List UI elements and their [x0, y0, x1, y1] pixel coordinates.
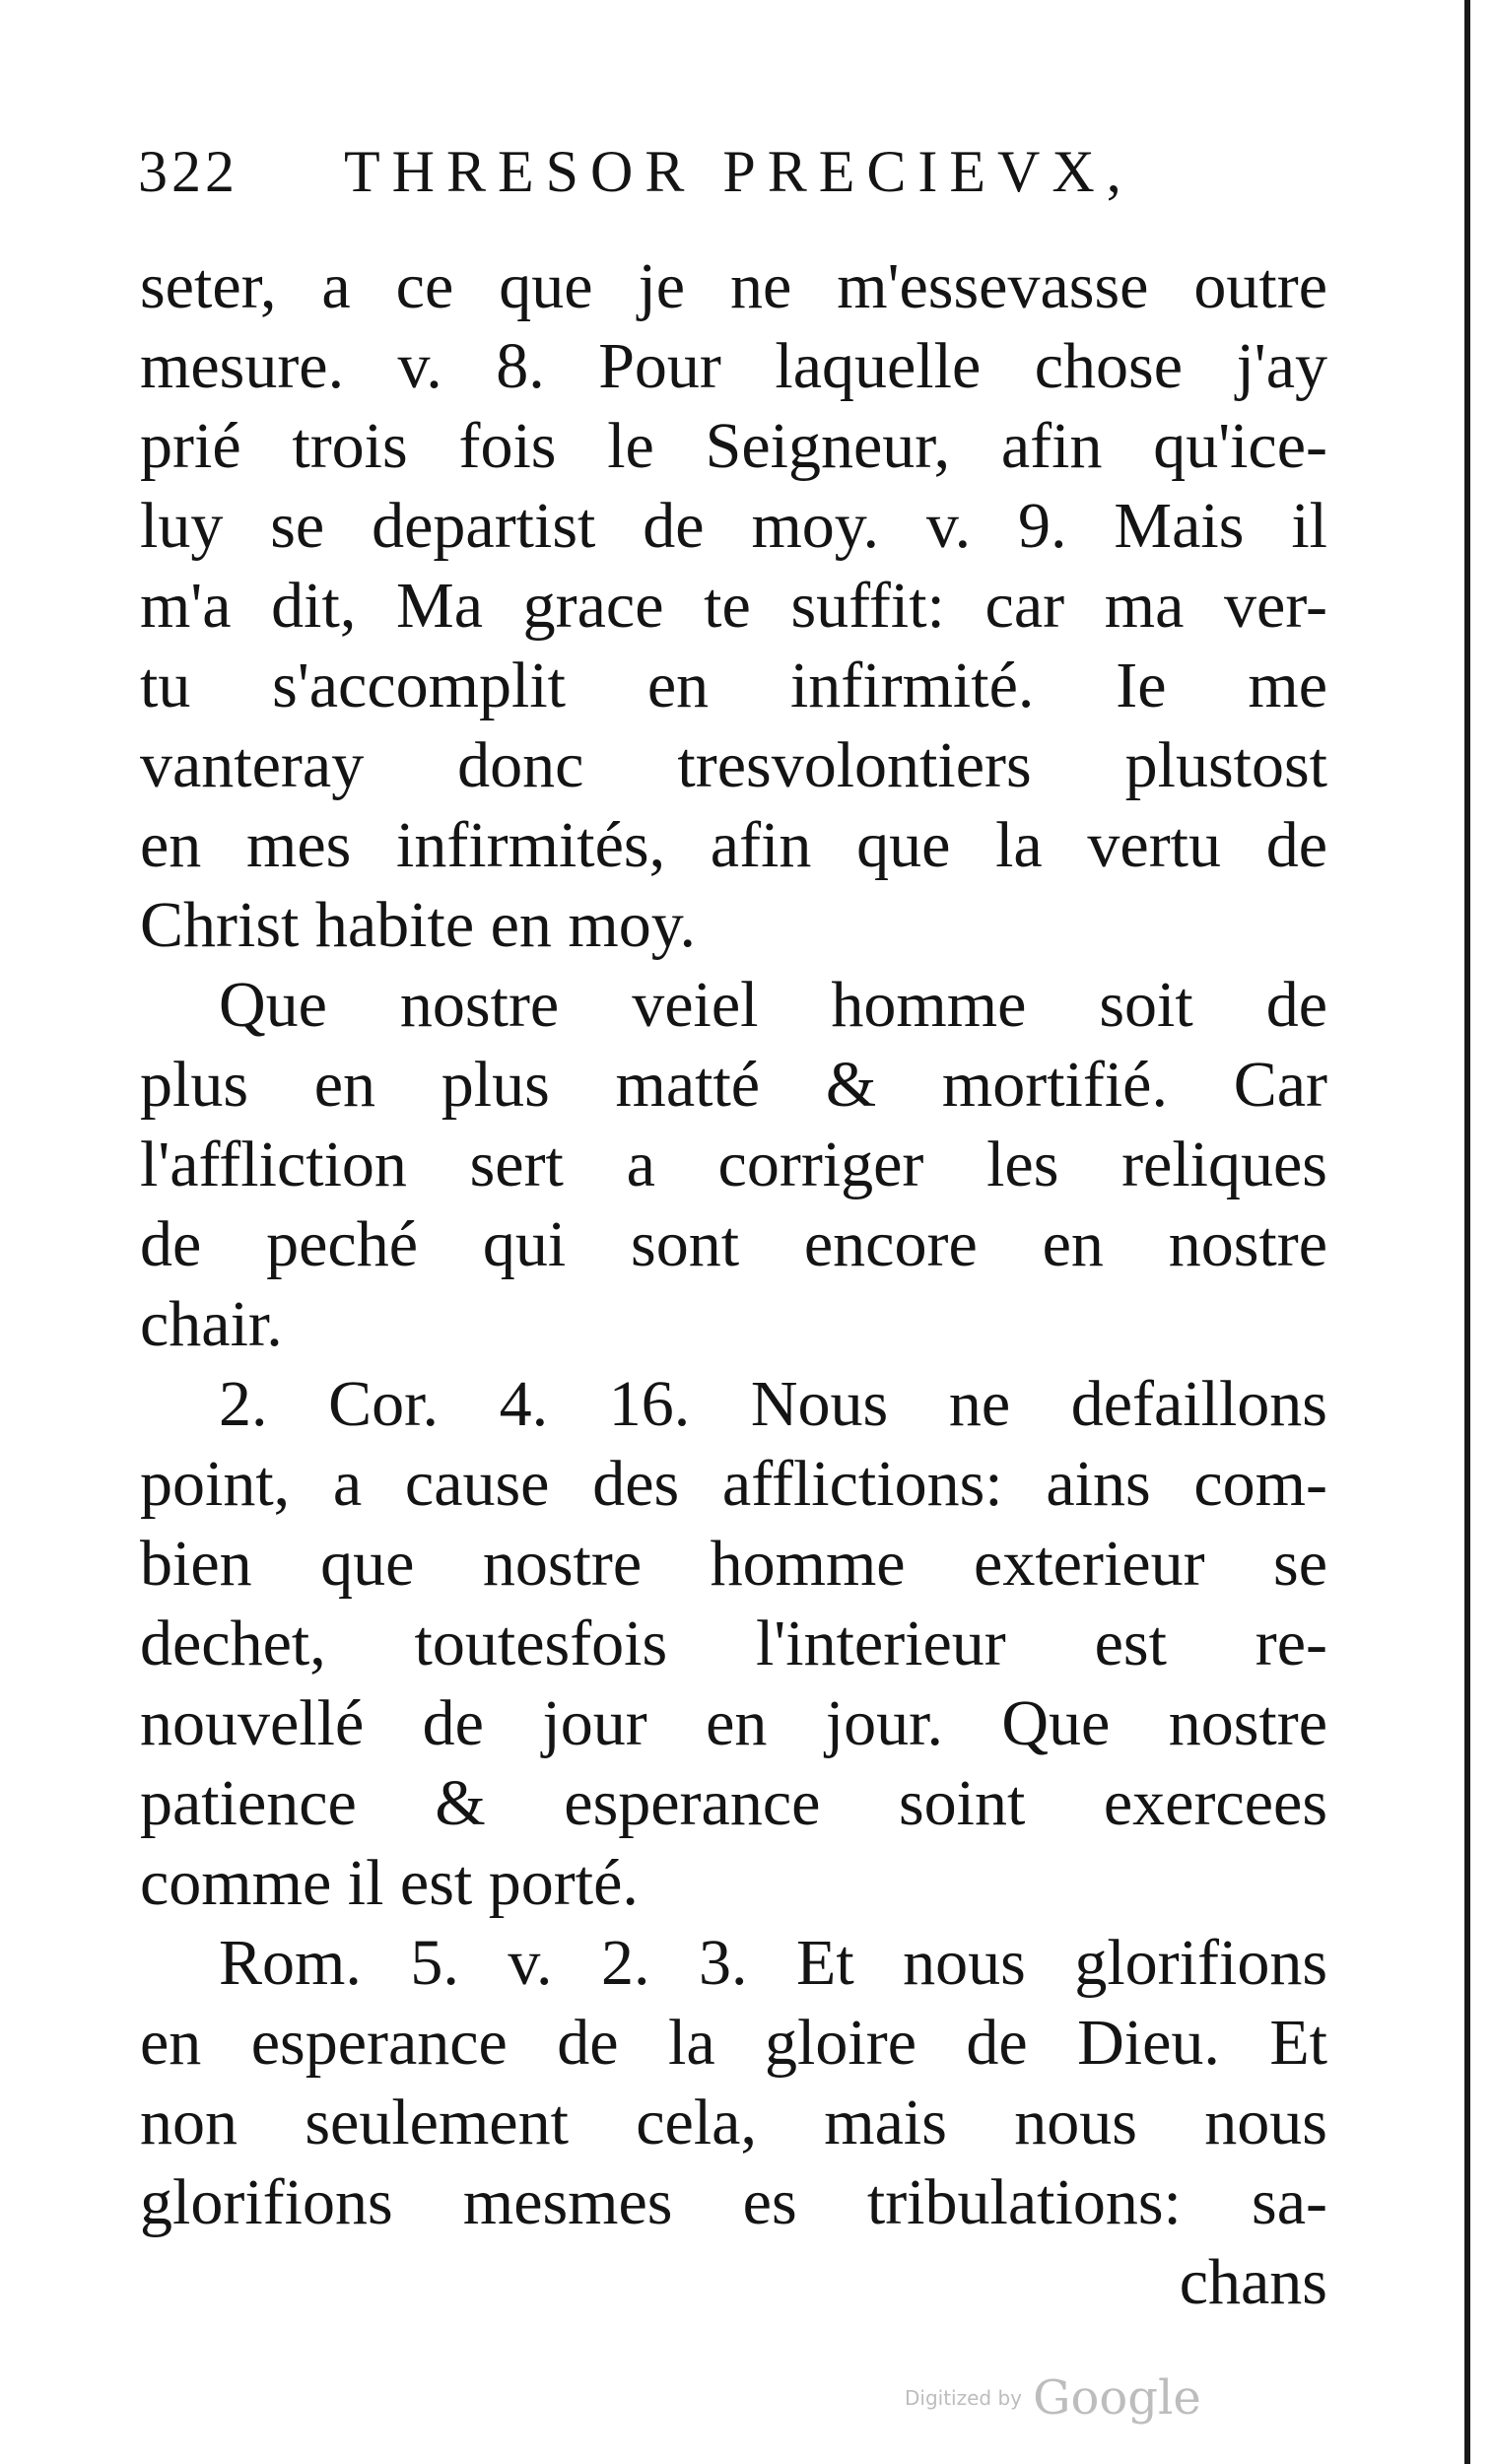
- text-line: en esperance de la gloire de Dieu. Et: [140, 2007, 1327, 2079]
- text-line: 2. Cor. 4. 16. Nous ne defaillons: [219, 1368, 1327, 1440]
- text-line: bien que nostre homme exterieur se: [140, 1528, 1327, 1600]
- text-line: Que nostre veiel homme soit de: [219, 969, 1327, 1041]
- catchword: chans: [1179, 2246, 1327, 2318]
- text-line: glorifions mesmes es tribulations: sa-: [140, 2166, 1327, 2238]
- text-line: luy se departist de moy. v. 9. Mais il: [140, 490, 1327, 562]
- body-text: [140, 246, 1327, 2322]
- text-line: non seulement cela, mais nous nous: [140, 2087, 1327, 2158]
- digitization-watermark: [905, 2370, 1201, 2430]
- page-number: 322: [138, 139, 238, 204]
- page-edge-rule: [1464, 0, 1470, 2464]
- text-line: prié trois fois le Seigneur, afin qu'ice-: [140, 410, 1327, 482]
- text-line: vanteray donc tresvolontiers plustost: [140, 729, 1327, 801]
- watermark-brand: Google: [1033, 2370, 1201, 2426]
- text-line: Christ habite en moy.: [140, 889, 696, 961]
- text-line: chair.: [140, 1288, 283, 1360]
- text-line: l'affliction sert a corriger les reliques: [140, 1129, 1327, 1200]
- watermark-prefix: Digitized by: [905, 2386, 1022, 2410]
- text-line: point, a cause des afflictions: ains com-: [140, 1448, 1327, 1520]
- page-header: [138, 138, 1340, 227]
- text-line: patience & esperance soint exercees: [140, 1767, 1327, 1839]
- text-line: m'a dit, Ma grace te suffit: car ma ver-: [140, 570, 1327, 642]
- text-line: Rom. 5. v. 2. 3. Et nous glorifions: [219, 1927, 1327, 1999]
- text-line: dechet, toutesfois l'interieur est re-: [140, 1608, 1327, 1679]
- text-line: de peché qui sont encore en nostre: [140, 1208, 1327, 1280]
- text-line: nouvellé de jour en jour. Que nostre: [140, 1687, 1327, 1759]
- text-line: comme il est porté.: [140, 1847, 639, 1919]
- text-line: seter, a ce que je ne m'essevasse outre: [140, 250, 1327, 322]
- text-line: tu s'accomplit en infirmité. Ie me: [140, 650, 1327, 721]
- text-line: en mes infirmités, afin que la vertu de: [140, 809, 1327, 881]
- running-title: THRESOR PRECIEVX,: [344, 139, 1133, 204]
- text-line: mesure. v. 8. Pour laquelle chose j'ay: [140, 330, 1327, 402]
- text-line: plus en plus matté & mortifié. Car: [140, 1049, 1327, 1121]
